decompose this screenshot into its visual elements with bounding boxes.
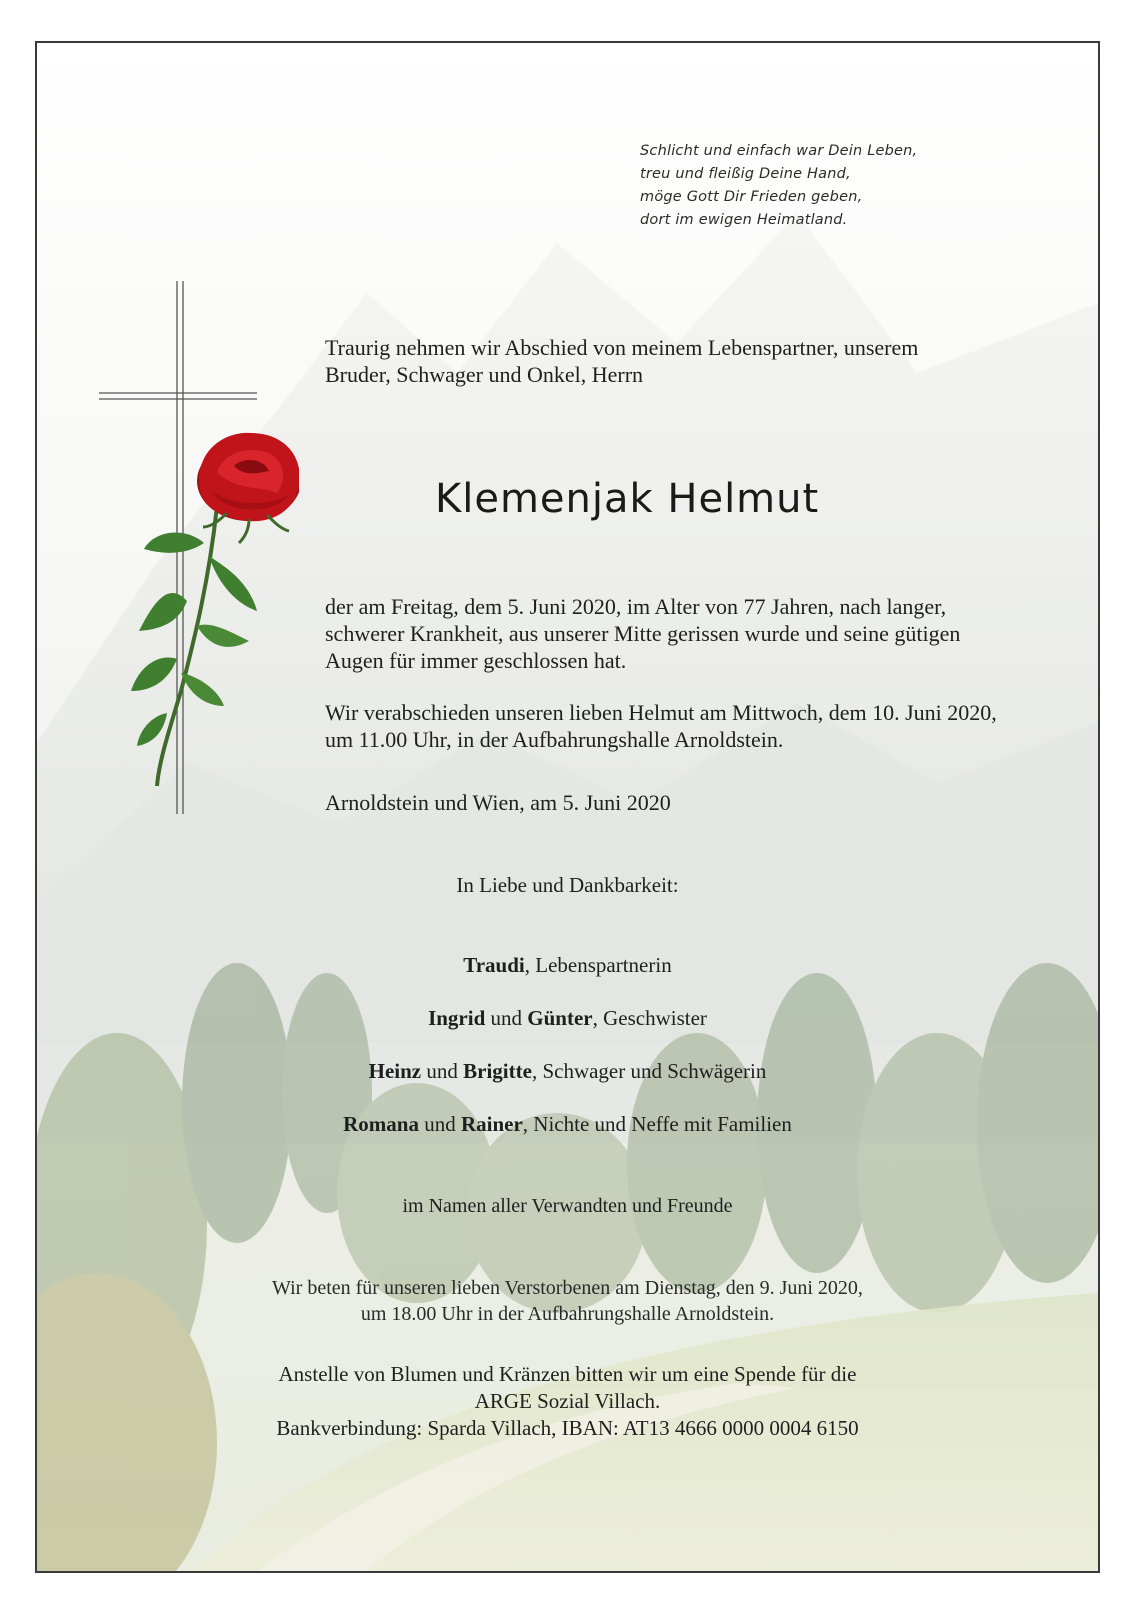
paragraph-line: um 11.00 Uhr, in der Aufbahrungshalle Arnoldstein. — [325, 727, 784, 752]
card-frame — [35, 41, 1100, 1573]
prayer-line: Wir beten für unseren lieben Verstorbenen am Dienstag, den 9. Juni 2020, — [272, 1277, 863, 1299]
poem — [640, 140, 917, 232]
rose-icon — [131, 433, 299, 786]
donation-line: ARGE Sozial Villach. — [474, 1389, 661, 1413]
family-line — [37, 1059, 1098, 1084]
paragraph-line: Augen für immer geschlossen hat. — [325, 648, 627, 673]
family-name: Rainer — [460, 1112, 523, 1136]
family-line — [37, 953, 1098, 978]
intro-text — [325, 334, 918, 388]
prayer-line: um 18.00 Uhr in der Aufbahrungshalle Arnoldstein. — [360, 1303, 775, 1325]
death-notice-paragraph — [325, 593, 960, 674]
poem-line: treu und fleißig Deine Hand, — [640, 166, 851, 182]
intro-line: Traurig nehmen wir Abschied von meinem Lebenspartner, unserem — [325, 335, 919, 360]
poem-line: dort im ewigen Heimatland. — [640, 212, 848, 228]
bank-details: Bankverbindung: Sparda Villach, IBAN: AT13 4666 0000 0004 6150 — [276, 1416, 859, 1440]
family-conjunction: und — [485, 1006, 528, 1030]
paragraph-line: schwerer Krankheit, aus unserer Mitte gerissen wurde und seine gütigen — [325, 621, 961, 646]
family-name: Traudi — [463, 953, 525, 977]
family-line — [37, 1112, 1098, 1137]
family-name: Brigitte — [463, 1059, 532, 1083]
family-line — [37, 1006, 1098, 1031]
poem-line: möge Gott Dir Frieden geben, — [640, 189, 863, 205]
deceased-name: Klemenjak Helmut — [435, 476, 820, 522]
poem-line: Schlicht und einfach war Dein Leben, — [640, 143, 918, 159]
donation-line: Anstelle von Blumen und Kränzen bitten wir um eine Spende für die — [278, 1362, 857, 1386]
family-name: Romana — [343, 1112, 419, 1136]
farewell-paragraph — [325, 699, 997, 753]
cross-rose-group — [99, 281, 299, 821]
family-relation: , Lebenspartnerin — [524, 953, 672, 977]
family-name: Günter — [527, 1006, 593, 1030]
on-behalf-line: im Namen aller Verwandten und Freunde — [402, 1195, 733, 1217]
family-name: Ingrid — [428, 1006, 486, 1030]
thanks-line: In Liebe und Dankbarkeit: — [456, 873, 679, 897]
family-relation: , Schwager und Schwägerin — [531, 1059, 767, 1083]
donation-notice — [37, 1361, 1098, 1442]
place-date: Arnoldstein und Wien, am 5. Juni 2020 — [325, 790, 671, 815]
prayer-notice — [37, 1275, 1098, 1327]
family-relation: , Nichte und Neffe mit Familien — [522, 1112, 792, 1136]
family-relation: , Geschwister — [592, 1006, 707, 1030]
paragraph-line: der am Freitag, dem 5. Juni 2020, im Alter von 77 Jahren, nach langer, — [325, 594, 947, 619]
paragraph-line: Wir verabschieden unseren lieben Helmut am Mittwoch, dem 10. Juni 2020, — [325, 700, 997, 725]
family-conjunction: und — [421, 1059, 464, 1083]
family-name: Heinz — [368, 1059, 422, 1083]
family-conjunction: und — [418, 1112, 461, 1136]
intro-line: Bruder, Schwager und Onkel, Herrn — [325, 362, 644, 387]
